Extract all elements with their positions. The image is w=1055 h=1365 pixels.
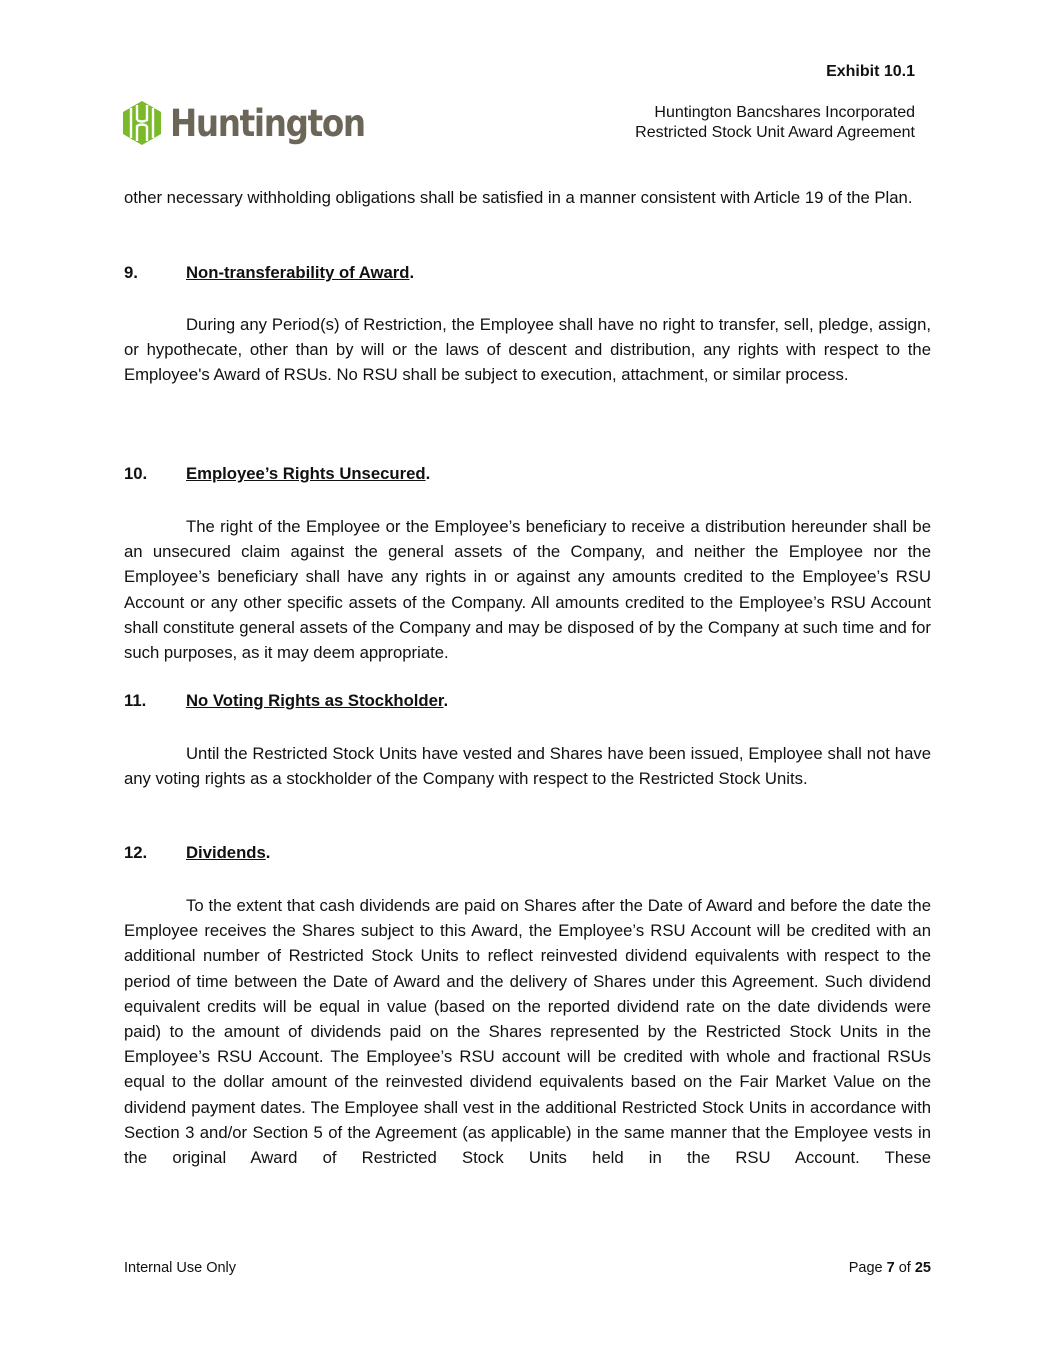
- section-title: Employee’s Rights Unsecured: [186, 464, 426, 483]
- continuation-paragraph: [124, 185, 931, 210]
- document-title: Restricted Stock Unit Award Agreement: [635, 124, 915, 141]
- paragraph-text: The right of the Employee or the Employee’s beneficiary to receive a distribution hereunder shall be an unsecured claim against the general assets of the Company, and neither the Employee nor the Employee’s beneficiary shall have any rights in or against any amounts credited to the Employee’s RSU Account or any other specific assets of the Company. All amounts credited to the Employee’s RSU Account shall constitute general assets of the Company and may be disposed of by the Company at such time and for such purposes, as it may deem appropriate.: [124, 517, 931, 663]
- section-number: 12.: [124, 843, 148, 862]
- section-paragraph-9: [124, 312, 931, 388]
- section-paragraph-10: [124, 514, 931, 665]
- section-number: 9.: [124, 263, 138, 282]
- section-heading-9: 9. Non-transferability of Award.: [124, 263, 415, 282]
- section-number: 11.: [124, 691, 147, 710]
- paragraph-text: other necessary withholding obligations shall be satisfied in a manner consistent with Article 19 of the Plan.: [124, 188, 913, 207]
- paragraph-text: During any Period(s) of Restriction, the Employee shall have no right to transfer, sell, pledge, assign, or hypothecate, other than by will or the laws of descent and distribution, any rights with respect to the Employee's Award of RSUs. No RSU shall be subject to execution, attachment, or similar process.: [124, 315, 931, 385]
- page-word: Page: [848, 1260, 883, 1276]
- logo-wordmark: Huntington: [170, 101, 365, 145]
- section-title: Dividends: [186, 843, 266, 862]
- company-name: Huntington Bancshares Incorporated: [654, 104, 915, 121]
- section-paragraph-11: [124, 741, 931, 791]
- document-header: [635, 103, 915, 143]
- paragraph-text: Until the Restricted Stock Units have vested and Shares have been issued, Employee shall not have any voting rights as a stockholder of the Company with respect to the Restricted Stock Units.: [124, 744, 931, 789]
- section-title: No Voting Rights as Stockholder: [186, 691, 444, 710]
- page-number: [849, 1260, 931, 1276]
- exhibit-label: Exhibit 10.1: [826, 63, 915, 80]
- current-page: 7: [886, 1260, 895, 1276]
- huntington-logo: [122, 100, 391, 146]
- section-heading-11: 11. No Voting Rights as Stockholder.: [124, 691, 449, 710]
- of-word: of: [898, 1260, 911, 1276]
- total-pages: 25: [914, 1260, 931, 1276]
- huntington-hex-icon: [122, 100, 162, 146]
- footer-classification: Internal Use Only: [124, 1260, 237, 1276]
- section-heading-12: 12. Dividends.: [124, 843, 271, 862]
- section-heading-10: 10. Employee’s Rights Unsecured.: [124, 464, 431, 483]
- paragraph-text: To the extent that cash dividends are paid on Shares after the Date of Award and before the date the Employee receives the Shares subject to this Award, the Employee’s RSU Account will be credited with an additional number of Restricted Stock Units to reflect reinvested dividend equivalents with respect to the period of time between the Date of Award and the delivery of Shares under this Agreement. Such dividend equivalent credits will be equal in value (based on the reported dividend rate on the date dividends were paid) to the amount of dividends paid on the Shares represented by the Restricted Stock Units in the Employee’s RSU Account. The Employee’s RSU account will be credited with whole and fractional RSUs equal to the dollar amount of the reinvested dividend equivalents based on the Fair Market Value on the dividend payment dates. The Employee shall vest in the additional Restricted Stock Units in accordance with Section 3 and/or Section 5 of the Agreement (as applicable) in the same manner that the Employee vests in the original Award of Restricted Stock Units held in the RSU Account. These: [124, 896, 931, 1168]
- section-paragraph-12: [124, 893, 931, 1170]
- section-title: Non-transferability of Award: [186, 263, 410, 282]
- section-number: 10.: [124, 464, 148, 483]
